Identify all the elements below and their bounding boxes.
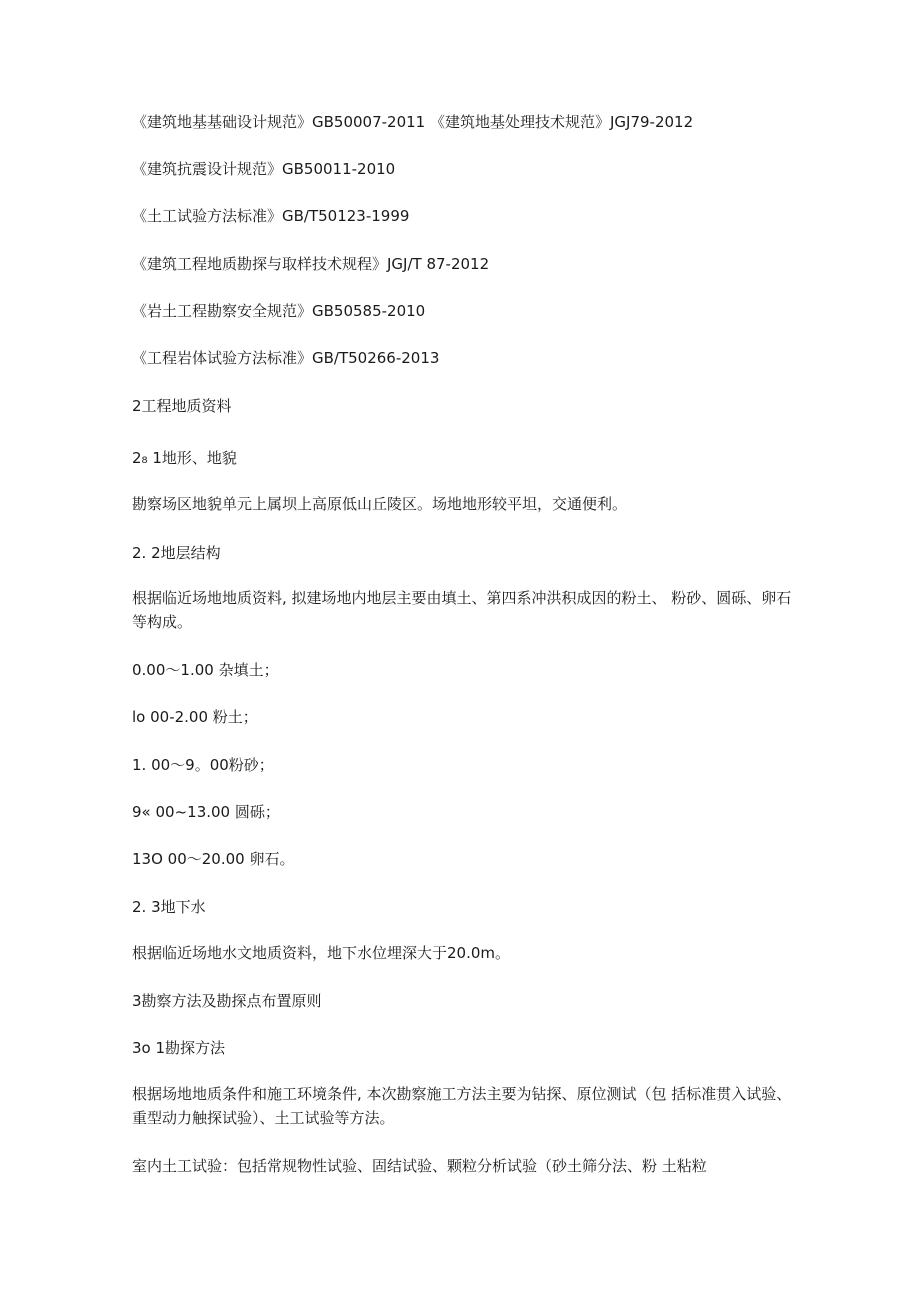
reference-seismic-code: 《建筑抗震设计规范》GB50011-2010 bbox=[132, 160, 396, 178]
reference-investigation-sampling-code: 《建筑工程地质勘探与取样技术规程》JGJ/T 87-2012 bbox=[132, 255, 490, 273]
paragraph-strata: 根据临近场地地质资料, 拟建场地内地层主要由填土、第四系冲洪积成因的粉土、 粉砂、圆砾、卵石等构成。 bbox=[132, 589, 792, 631]
subsection-heading-groundwater: 2. 3地下水 bbox=[132, 898, 206, 916]
section-heading-methods: 3勘察方法及勘探点布置原则 bbox=[132, 992, 322, 1010]
stratum-item-silt: lo 00-2.00 粉土； bbox=[132, 708, 258, 726]
reference-safety-code: 《岩土工程勘察安全规范》GB50585-2010 bbox=[132, 302, 426, 320]
subsection-heading-landform: 2₈ 1地形、地貌 bbox=[132, 449, 237, 467]
paragraph-groundwater: 根据临近场地水文地质资料，地下水位埋深大于20.0m。 bbox=[132, 944, 511, 962]
paragraph-exploration-method: 根据场地地质条件和施工环境条件, 本次勘察施工方法主要为钻探、原位测试（包 括标准贯入试验、重型动力触探试验）、土工试验等方法。 bbox=[132, 1085, 792, 1127]
reference-rock-test-standard: 《工程岩体试验方法标准》GB/T50266-2013 bbox=[132, 349, 440, 367]
stratum-item-pebble: 13O 00～20.00 卵石。 bbox=[132, 850, 295, 868]
subsection-heading-exploration-method: 3o 1勘探方法 bbox=[132, 1039, 226, 1057]
stratum-item-fill: 0.00～1.00 杂填土； bbox=[132, 661, 279, 679]
stratum-item-round-gravel: 9« 00~13.00 圆砾； bbox=[132, 803, 280, 821]
stratum-item-silty-sand: 1. 00～9。00粉砂； bbox=[132, 756, 274, 774]
reference-soil-test-standard: 《土工试验方法标准》GB/T50123-1999 bbox=[132, 207, 410, 225]
paragraph-landform: 勘察场区地貌单元上属坝上高原低山丘陵区。场地地形较平坦，交通便利。 bbox=[132, 495, 628, 513]
subsection-heading-strata: 2. 2地层结构 bbox=[132, 544, 221, 562]
reference-foundation-design-code: 《建筑地基基础设计规范》GB50007-2011 《建筑地基处理技术规范》JGJ79-2012 bbox=[132, 113, 694, 131]
section-heading-geology: 2工程地质资料 bbox=[132, 397, 232, 415]
paragraph-lab-tests: 室内土工试验：包括常规物性试验、固结试验、颗粒分析试验（砂土筛分法、粉 土粘粒 bbox=[132, 1157, 707, 1175]
